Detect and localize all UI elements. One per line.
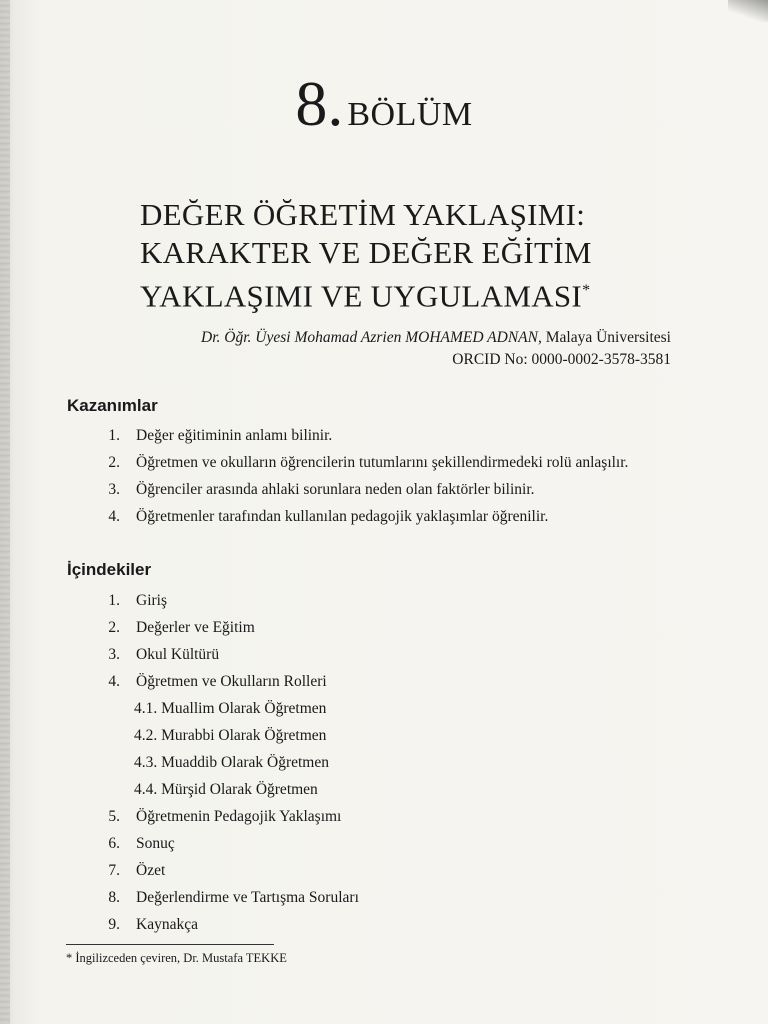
item-text: Öğretmen ve okulların öğrencilerin tutumlarını şekillendirmedeki rolü anlaşılır. xyxy=(136,454,629,471)
contents-list xyxy=(98,590,698,941)
item-number: 4. xyxy=(108,508,120,525)
item-text: Değer eğitiminin anlamı bilinir. xyxy=(136,427,333,444)
toc-item xyxy=(98,887,698,909)
chapter-number: 8. xyxy=(295,68,344,139)
item-text: Sonuç xyxy=(136,835,175,852)
toc-item xyxy=(98,590,698,612)
list-item xyxy=(98,506,698,528)
toc-subitem: 4.2. Murabbi Olarak Öğretmen xyxy=(134,727,327,744)
toc-item xyxy=(98,860,698,882)
toc-item xyxy=(98,617,698,639)
chapter-title xyxy=(140,196,700,315)
item-number: 4. xyxy=(108,673,120,690)
item-text: Giriş xyxy=(136,592,167,609)
toc-item xyxy=(98,671,698,693)
chapter-word: BÖLÜM xyxy=(347,96,473,133)
chapter-heading xyxy=(0,68,768,139)
item-text: Kaynakça xyxy=(136,916,198,933)
item-text: Öğretmenin Pedagojik Yaklaşımı xyxy=(136,808,342,825)
toc-item xyxy=(98,914,698,936)
item-number: 3. xyxy=(108,646,120,663)
item-number: 6. xyxy=(108,835,120,852)
outcomes-list xyxy=(98,425,698,533)
item-text: Okul Kültürü xyxy=(136,646,220,663)
item-number: 2. xyxy=(108,619,120,636)
page-corner-shadow xyxy=(728,0,768,22)
item-number: 7. xyxy=(108,862,120,879)
toc-subitem: 4.4. Mürşid Olarak Öğretmen xyxy=(134,781,318,798)
title-line-text: YAKLAŞIMI VE UYGULAMASI xyxy=(140,278,583,314)
item-text: Öğretmen ve Okulların Rolleri xyxy=(136,673,327,690)
list-item xyxy=(98,479,698,501)
item-number: 1. xyxy=(108,592,120,609)
footnote: * İngilizceden çeviren, Dr. Mustafa TEKKE xyxy=(66,951,287,965)
item-text: Öğretmenler tarafından kullanılan pedagojik yaklaşımlar öğrenilir. xyxy=(136,508,549,525)
item-number: 2. xyxy=(108,454,120,471)
list-item xyxy=(98,425,698,447)
item-number: 5. xyxy=(108,808,120,825)
item-text: Öğrenciler arasında ahlaki sorunlara neden olan faktörler bilinir. xyxy=(136,481,535,498)
title-line: DEĞER ÖĞRETİM YAKLAŞIMI: xyxy=(140,197,586,232)
toc-subitem: 4.1. Muallim Olarak Öğretmen xyxy=(134,700,327,717)
item-number: 3. xyxy=(108,481,120,498)
item-text: Özet xyxy=(136,862,166,879)
item-number: 8. xyxy=(108,889,120,906)
item-text: Değerlendirme ve Tartışma Soruları xyxy=(136,889,359,906)
author-orcid: ORCID No: 0000-0002-3578-3581 xyxy=(452,351,671,368)
contents-heading: İçindekiler xyxy=(67,560,152,579)
footnote-mark: * xyxy=(582,282,591,299)
page-binding-edge xyxy=(0,0,10,1024)
title-line xyxy=(140,272,700,315)
toc-item xyxy=(98,833,698,855)
outcomes-heading: Kazanımlar xyxy=(67,396,158,415)
author-line xyxy=(71,327,671,349)
author-block xyxy=(71,327,671,371)
item-number: 1. xyxy=(108,427,120,444)
item-text: Değerler ve Eğitim xyxy=(136,619,255,636)
footnote-divider xyxy=(66,944,274,945)
toc-item xyxy=(98,806,698,828)
toc-item xyxy=(98,644,698,666)
item-number: 9. xyxy=(108,916,120,933)
author-name: Dr. Öğr. Üyesi Mohamad Azrien MOHAMED ADNAN, xyxy=(201,329,542,346)
list-item xyxy=(98,452,698,474)
author-affiliation: Malaya Üniversitesi xyxy=(541,329,671,346)
title-line: KARAKTER VE DEĞER EĞİTİM xyxy=(140,235,592,270)
toc-subitem: 4.3. Muaddib Olarak Öğretmen xyxy=(134,754,329,771)
